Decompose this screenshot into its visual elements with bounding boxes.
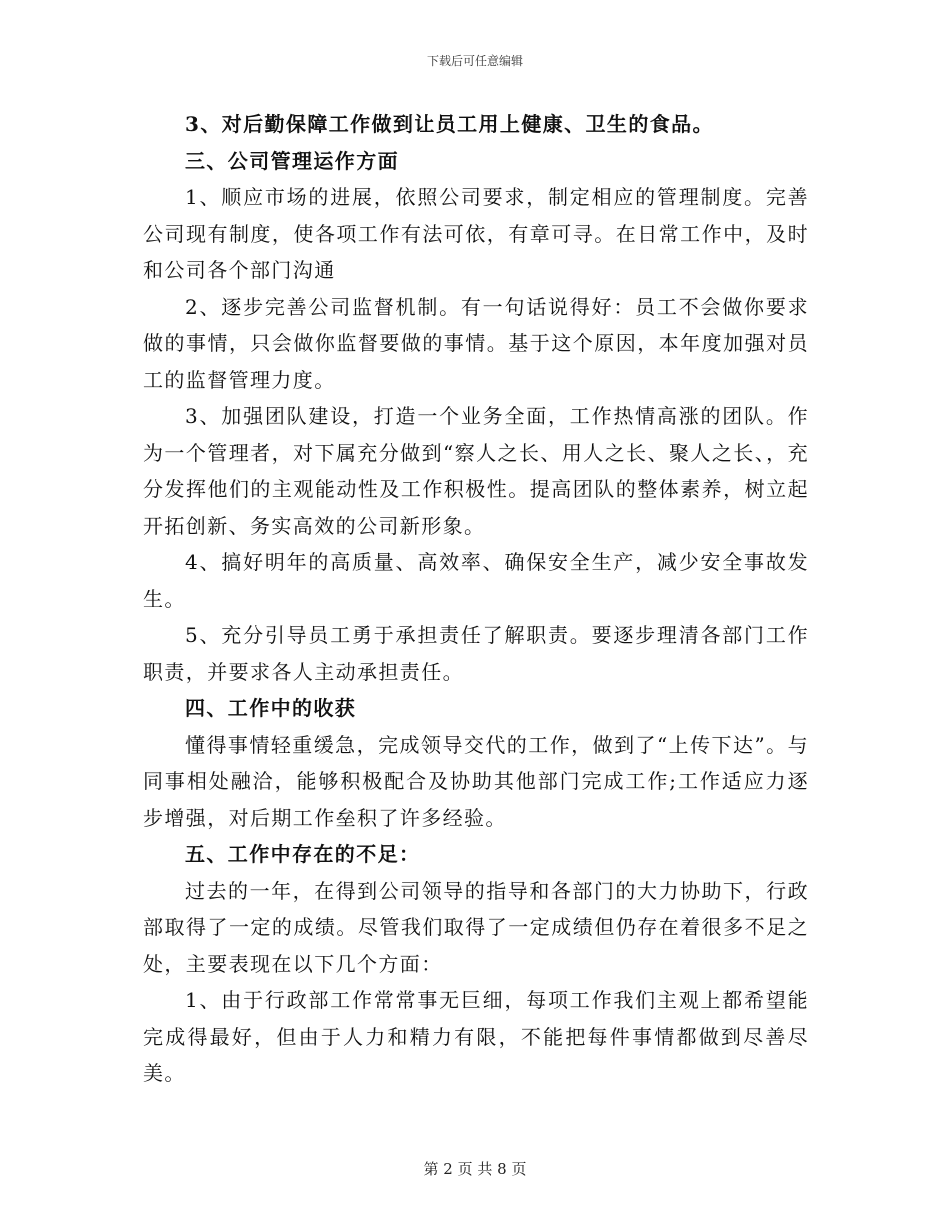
paragraph-management-item-1: 1、顺应市场的进展，依照公司要求，制定相应的管理制度。完善公司现有制度，使各项工作有法可依，有章可寻。在日常工作中，及时和公司各个部门沟通 — [143, 185, 809, 282]
section-heading-shortcomings: 五、工作中存在的不足： — [185, 842, 421, 866]
paragraph-shortcomings-item-1: 1、由于行政部工作常常事无巨细，每项工作我们主观上都希望能完成得最好，但由于人力和精力有限，不能把每件事情都做到尽善尽美。 — [143, 988, 809, 1085]
page-number-footer: 第 2 页 共 8 页 — [423, 1160, 527, 1178]
section-heading-management: 三、公司管理运作方面 — [185, 148, 399, 173]
paragraph-logistics-item-3: 3、对后勤保障工作做到让员工用上健康、卫生的食品。 — [185, 112, 714, 136]
paragraph-shortcomings-intro: 过去的一年，在得到公司领导的指导和各部门的大力协助下，行政部取得了一定的成绩。尽管我们取得了一定成绩但仍存在着很多不足之处，主要表现在以下几个方面： — [143, 878, 809, 976]
paragraph-management-item-2: 2、逐步完善公司监督机制。有一句话说得好：员工不会做你要求做的事情，只会做你监督要做的事情。基于这个原因，本年度加强对员工的监督管理力度。 — [143, 294, 809, 392]
section-heading-gains: 四、工作中的收获 — [185, 696, 357, 720]
paragraph-management-item-3: 3、加强团队建设，打造一个业务全面，工作热情高涨的团队。作为一个管理者，对下属充分做到“察人之长、用人之长、聚人之长、，充分发挥他们的主观能动性及工作积极性。提高团队的整体素养，树立起开拓创新、务实高效的公司新形象。 — [143, 404, 809, 538]
paragraph-gains: 懂得事情轻重缓急，完成领导交代的工作，做到了“上传下达”。与同事相处融洽，能够积极配合及协助其他部门完成工作;工作适应力逐步增强，对后期工作垒积了许多经验。 — [143, 732, 809, 830]
paragraph-management-item-4: 4、搞好明年的高质量、高效率、确保安全生产，减少安全事故发生。 — [143, 550, 809, 611]
paragraph-management-item-5: 5、充分引导员工勇于承担责任了解职责。要逐步理清各部门工作职责，并要求各人主动承担责任。 — [143, 623, 809, 684]
document-body — [143, 106, 809, 1092]
page-header-note: 下载后可任意编辑 — [426, 54, 523, 68]
